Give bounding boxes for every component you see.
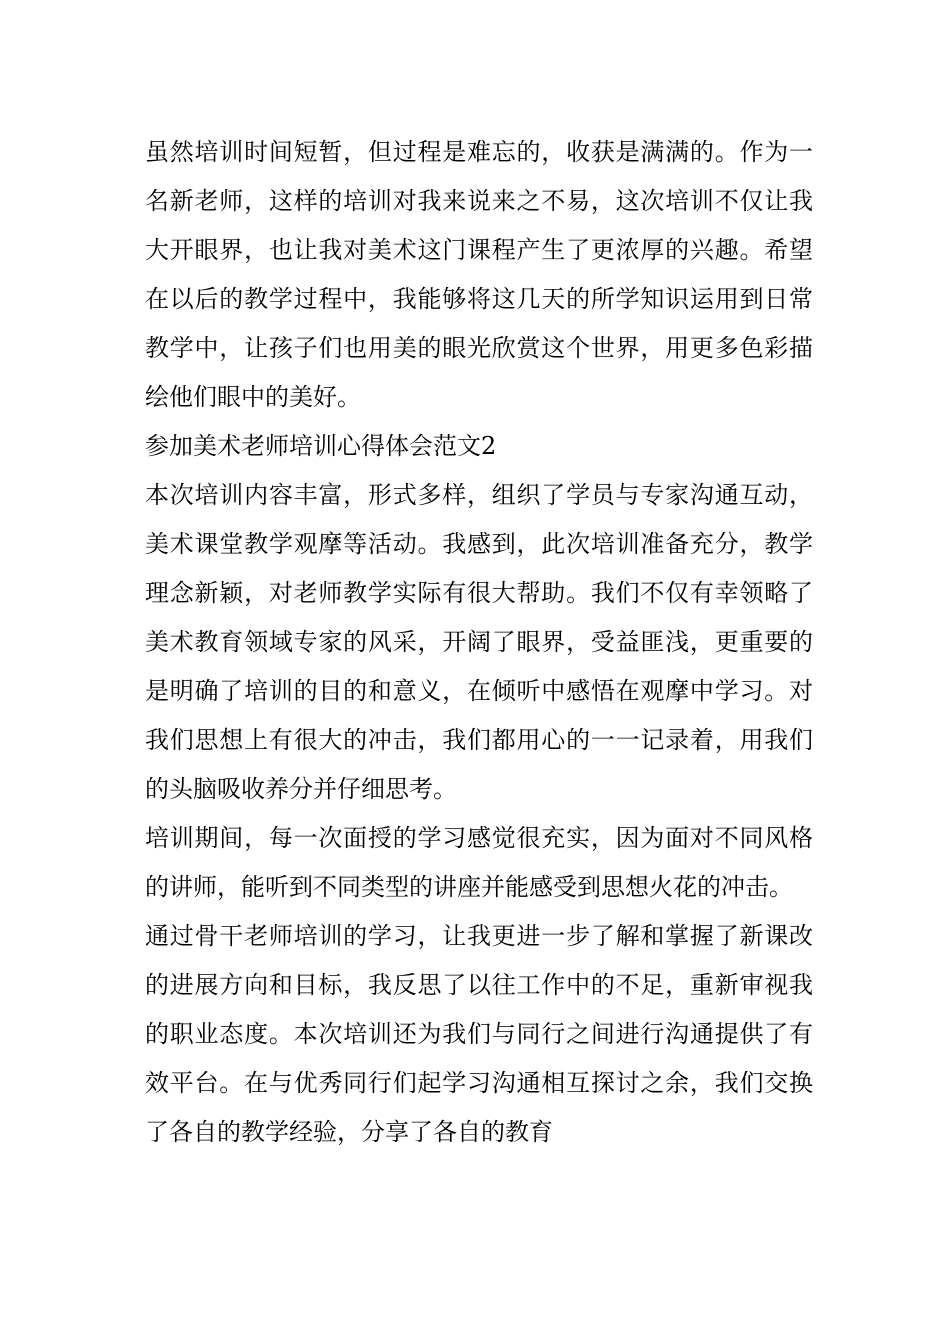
section-heading-essay-2: 参加美术老师培训心得体会范文2 bbox=[145, 432, 497, 460]
paragraph-closing-reflection: 虽然培训时间短暂，但过程是难忘的，收获是满满的。作为一名新老师，这样的培训对我来说来之不易，这次培训不仅让我大开眼界，也让我对美术这门课程产生了更浓厚的兴趣。希望在以后的教学过程中，我能够将这几天的所学知识运用到日常教学中，让孩子们也用美的眼光欣赏这个世界，用更多色彩描绘他们眼中的美好。 bbox=[145, 138, 813, 411]
paragraph-backbone-teacher-training: 通过骨干老师培训的学习，让我更进一步了解和掌握了新课改的进展方向和目标，我反思了以往工作中的不足，重新审视我的职业态度。本次培训还为我们与同行之间进行沟通提供了有效平台。在与优秀同行们起学习沟通相互探讨之余，我们交换了各自的教学经验，分享了各自的教育 bbox=[145, 922, 813, 1146]
paragraph-training-period: 培训期间，每一次面授的学习感觉很充实，因为面对不同风格的讲师，能听到不同类型的讲座并能感受到思想火花的冲击。 bbox=[145, 824, 813, 901]
document-body bbox=[145, 128, 813, 1157]
paragraph-training-content: 本次培训内容丰富，形式多样，组织了学员与专家沟通互动，美术课堂教学观摩等活动。我感到，此次培训准备充分，教学理念新颖，对老师教学实际有很大帮助。我们不仅有幸领略了美术教育领域专家的风采，开阔了眼界，受益匪浅，更重要的是明确了培训的目的和意义，在倾听中感悟在观摩中学习。对我们思想上有很大的冲击，我们都用心的一一记录着，用我们的头脑吸收养分并仔细思考。 bbox=[145, 481, 813, 803]
